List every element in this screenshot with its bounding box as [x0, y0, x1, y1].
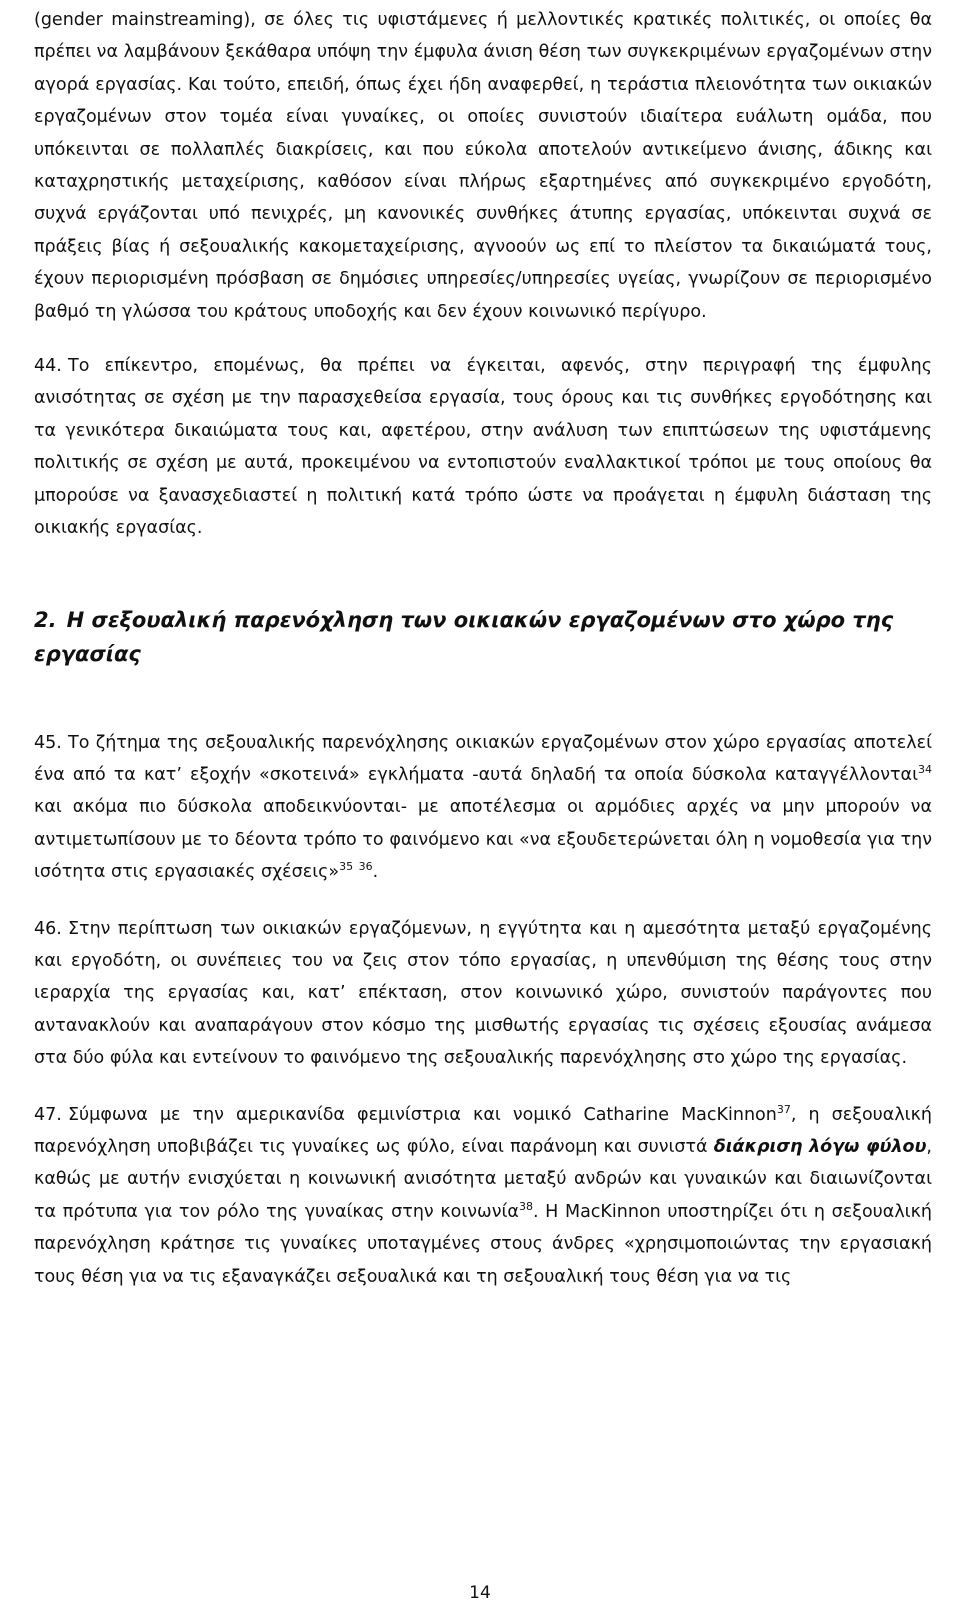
paragraph-number: 45.	[34, 732, 62, 753]
page-number: 14	[469, 1583, 491, 1603]
paragraph-text: .	[372, 862, 379, 883]
paragraph-text: Σύμφωνα με την αμερικανίδα φεμινίστρια και νομικό Catharine MacKinnon	[68, 1104, 777, 1125]
footnote-ref[interactable]: 36	[358, 860, 373, 874]
paragraph-number: 46.	[34, 918, 62, 939]
paragraph-number: 47.	[34, 1104, 62, 1125]
paragraph-text: Στην περίπτωση των οικιακών εργαζόμενων, η εγγύτητα και η αμεσότητα μεταξύ εργαζομένης και εργοδότη, οι συνέπειες του να ζεις στον τόπο εργασίας, η υπενθύμιση της θέσης τους στην ιεραρχία της εργασίας και, κατ’ επέκταση, στον κοινωνικό χώρο, συνιστούν παράγοντες που αντανακλούν και αναπαράγουν στον κόσμο της μισθωτής εργασίας τις σχέσεις εξουσίας ανάμεσα στα δύο φύλα και εντείνουν το φαινόμενο της σεξουαλικής παρενόχλησης στο χώρο της εργασίας.	[34, 918, 932, 1069]
paragraph-44	[34, 350, 932, 544]
paragraph-45	[34, 727, 932, 889]
paragraph-text: Το επίκεντρο, επομένως, θα πρέπει να έγκειται, αφενός, στην περιγραφή της έμφυλης ανισότητας σε σχέση με την παρασχεθείσα εργασία, τους όρους και τις συνθήκες εργοδότησης και τα γενικότερα δικαιώματα τους και, αφετέρου, στην ανάλυση των επιπτώσεων της υφιστάμενης πολιτικής σε σχέση με αυτά, προκειμένου να εντοπιστούν εναλλακτικοί τρόποι με τους οποίους θα μπορούσε να ξανασχεδιαστεί η πολιτική κατά τρόπο ώστε να προάγεται η έμφυλη διάσταση της οικιακής εργασίας.	[34, 356, 932, 539]
paragraph-text: , καθώς με αυτήν ενισχύεται η κοινωνική ανισότητα μεταξύ ανδρών και γυναικών και διαιωνίζονται τα πρότυπα για τον ρόλο της γυναίκας στην κοινωνία	[34, 1136, 932, 1222]
paragraph-46	[34, 913, 932, 1075]
paragraph-47	[34, 1099, 932, 1293]
section-number: 2.	[34, 607, 57, 632]
paragraph-text: και ακόμα πιο δύσκολα αποδεικνύονται- με αποτέλεσμα οι αρμόδιες αρχές να μην μπορούν να αντιμετωπίσουν με το δέοντα τρόπο το φαινόμενο και «να εξουδετερώνεται όλη η νομοθεσία για την ισότητα στις εργασιακές σχέσεις»	[34, 797, 932, 883]
paragraph-text: . Η MacKinnon υποστηρίζει ότι η σεξουαλική παρενόχληση κράτησε τις γυναίκες υποταγμένες στους άνδρες «χρησιμοποιώντας την εργασιακή τους θέση για να τις εξαναγκάζει σεξουαλικά και τη σεξουαλική τους θέση για να τις	[34, 1201, 933, 1287]
intro-paragraph: (gender mainstreaming), σε όλες τις υφιστάμενες ή μελλοντικές κρατικές πολιτικές, οι οποίες θα πρέπει να λαμβάνουν ξεκάθαρα υπόψη την έμφυλα άνιση θέση των συγκεκριμένων εργαζομένων στην αγορά εργασίας. Και τούτο, επειδή, όπως έχει ήδη αναφερθεί, η τεράστια πλειονότητα των οικιακών εργαζομένων στον τομέα είναι γυναίκες, οι οποίες συνιστούν ιδιαίτερα ευάλωτη ομάδα, που υπόκεινται σε πολλαπλές διακρίσεις, και που εύκολα αποτελούν αντικείμενο άνισης, άδικης και καταχρηστικής μεταχείρισης, καθόσον είναι πλήρως εξαρτημένες από συγκεκριμένο εργοδότη, συχνά εργάζονται υπό πενιχρές, μη κανονικές συνθήκες άτυπης εργασίας, υπόκεινται συχνά σε πράξεις βίας ή σεξουαλικής κακομεταχείρισης, αγνοούν ως επί το πλείστον τα δικαιώματά τους, έχουν περιορισμένη πρόσβαση σε δημόσιες υπηρεσίες/υπηρεσίες υγείας, γνωρίζουν σε περιορισμένο βαθμό τη γλώσσα του κράτους υποδοχής και δεν έχουν κοινωνικό περίγυρο.	[34, 10, 932, 322]
section-heading	[34, 603, 932, 671]
paragraph-number: 44.	[34, 356, 62, 377]
paragraph-text: Το ζήτημα της σεξουαλικής παρενόχλησης οικιακών εργαζομένων στον χώρο εργασίας αποτελεί ένα από τα κατ’ εξοχήν «σκοτεινά» εγκλήματα -αυτά δηλαδή τα οποία δύσκολα καταγγέλλονται	[34, 732, 932, 785]
footnote-ref[interactable]: 37	[776, 1102, 791, 1116]
emphasized-term: διάκριση λόγω φύλου	[713, 1136, 927, 1157]
footnote-ref[interactable]: 38	[518, 1199, 533, 1213]
footnote-ref[interactable]: 35	[339, 860, 354, 874]
document-page	[34, 4, 932, 1293]
paragraph-text: , η σεξουαλική παρενόχληση υποβιβάζει τις γυναίκες ως φύλο, είναι παράνομη και συνιστά	[34, 1104, 932, 1157]
section-title: Η σεξουαλική παρενόχληση των οικιακών εργαζομένων στο χώρο της εργασίας	[34, 607, 894, 666]
footnote-ref[interactable]: 34	[918, 762, 932, 776]
